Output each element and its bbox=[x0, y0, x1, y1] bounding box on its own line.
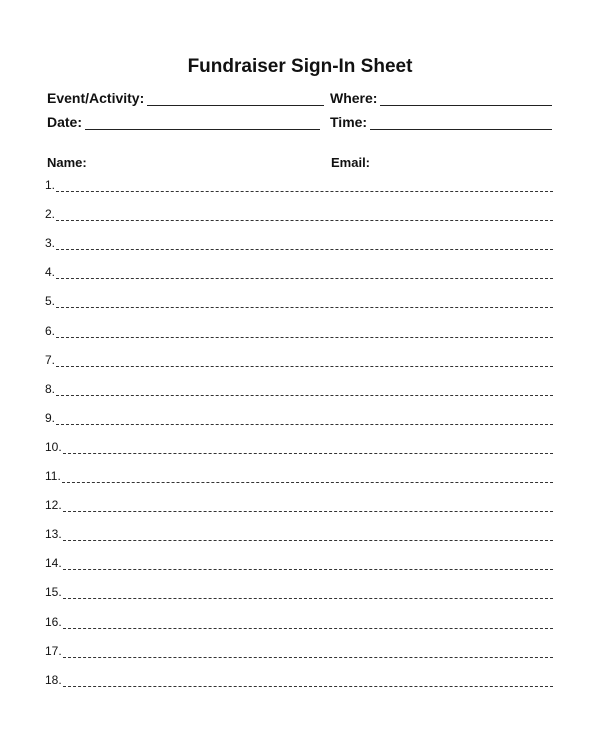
signature-line[interactable] bbox=[56, 208, 553, 221]
signature-line[interactable] bbox=[56, 383, 553, 396]
where-field bbox=[330, 90, 552, 106]
time-blank[interactable] bbox=[370, 115, 552, 130]
signature-line[interactable] bbox=[56, 354, 553, 367]
sign-in-row bbox=[45, 407, 553, 425]
row-number: 16. bbox=[45, 614, 62, 629]
sign-in-row bbox=[45, 261, 553, 279]
sign-in-row bbox=[45, 290, 553, 308]
signature-line[interactable] bbox=[63, 645, 553, 658]
sign-in-row bbox=[45, 436, 553, 454]
event-activity-label: Event/Activity: bbox=[47, 90, 145, 106]
name-column-header: Name: bbox=[47, 155, 87, 170]
date-label: Date: bbox=[47, 114, 83, 130]
sign-in-row bbox=[45, 320, 553, 338]
where-label: Where: bbox=[330, 90, 378, 106]
time-field bbox=[330, 114, 552, 130]
row-number: 1. bbox=[45, 178, 56, 192]
signature-line[interactable] bbox=[63, 586, 553, 599]
date-time-row bbox=[47, 114, 553, 134]
row-number: 15. bbox=[45, 585, 62, 600]
row-number: 6. bbox=[45, 323, 56, 338]
row-number: 14. bbox=[45, 556, 62, 571]
signature-line[interactable] bbox=[62, 470, 553, 483]
signature-line[interactable] bbox=[63, 674, 553, 687]
sign-in-row bbox=[45, 349, 553, 367]
signature-line[interactable] bbox=[63, 616, 553, 629]
sign-in-row bbox=[45, 378, 553, 396]
sign-in-row bbox=[45, 523, 553, 541]
sign-in-row bbox=[45, 203, 553, 221]
sign-in-row bbox=[45, 174, 553, 192]
where-blank[interactable] bbox=[380, 91, 552, 106]
row-number: 5. bbox=[45, 294, 56, 309]
row-number: 17. bbox=[45, 643, 62, 658]
row-number: 11. bbox=[45, 469, 61, 483]
row-number: 18. bbox=[45, 672, 62, 687]
sign-in-row bbox=[45, 669, 553, 687]
row-number: 10. bbox=[45, 439, 62, 454]
sign-in-row bbox=[45, 640, 553, 658]
signature-line[interactable] bbox=[63, 557, 553, 570]
signature-line[interactable] bbox=[56, 266, 553, 279]
signature-line[interactable] bbox=[56, 295, 553, 308]
email-column-header: Email: bbox=[331, 155, 371, 170]
signature-line[interactable] bbox=[63, 441, 553, 454]
page-title: Fundraiser Sign-In Sheet bbox=[187, 56, 413, 77]
signature-line[interactable] bbox=[63, 499, 553, 512]
date-field bbox=[47, 114, 320, 130]
sign-in-row bbox=[45, 494, 553, 512]
row-number: 2. bbox=[45, 207, 56, 222]
signature-line[interactable] bbox=[56, 237, 553, 250]
row-number: 8. bbox=[45, 381, 56, 396]
sign-in-row bbox=[45, 581, 553, 599]
row-number: 4. bbox=[45, 265, 56, 280]
sign-in-row bbox=[45, 552, 553, 570]
row-number: 9. bbox=[45, 410, 56, 425]
event-activity-blank[interactable] bbox=[147, 91, 324, 106]
row-number: 12. bbox=[45, 498, 62, 513]
date-blank[interactable] bbox=[85, 115, 320, 130]
time-label: Time: bbox=[330, 114, 368, 130]
event-where-row bbox=[47, 90, 553, 110]
sign-in-row bbox=[45, 465, 553, 483]
row-number: 7. bbox=[45, 352, 56, 367]
sign-in-row bbox=[45, 232, 553, 250]
row-number: 13. bbox=[45, 527, 62, 542]
signature-line[interactable] bbox=[56, 325, 553, 338]
sign-in-row bbox=[45, 611, 553, 629]
signature-line[interactable] bbox=[56, 412, 553, 425]
signature-line[interactable] bbox=[56, 179, 553, 192]
row-number: 3. bbox=[45, 236, 56, 251]
signature-line[interactable] bbox=[63, 528, 553, 541]
event-activity-field bbox=[47, 90, 324, 106]
